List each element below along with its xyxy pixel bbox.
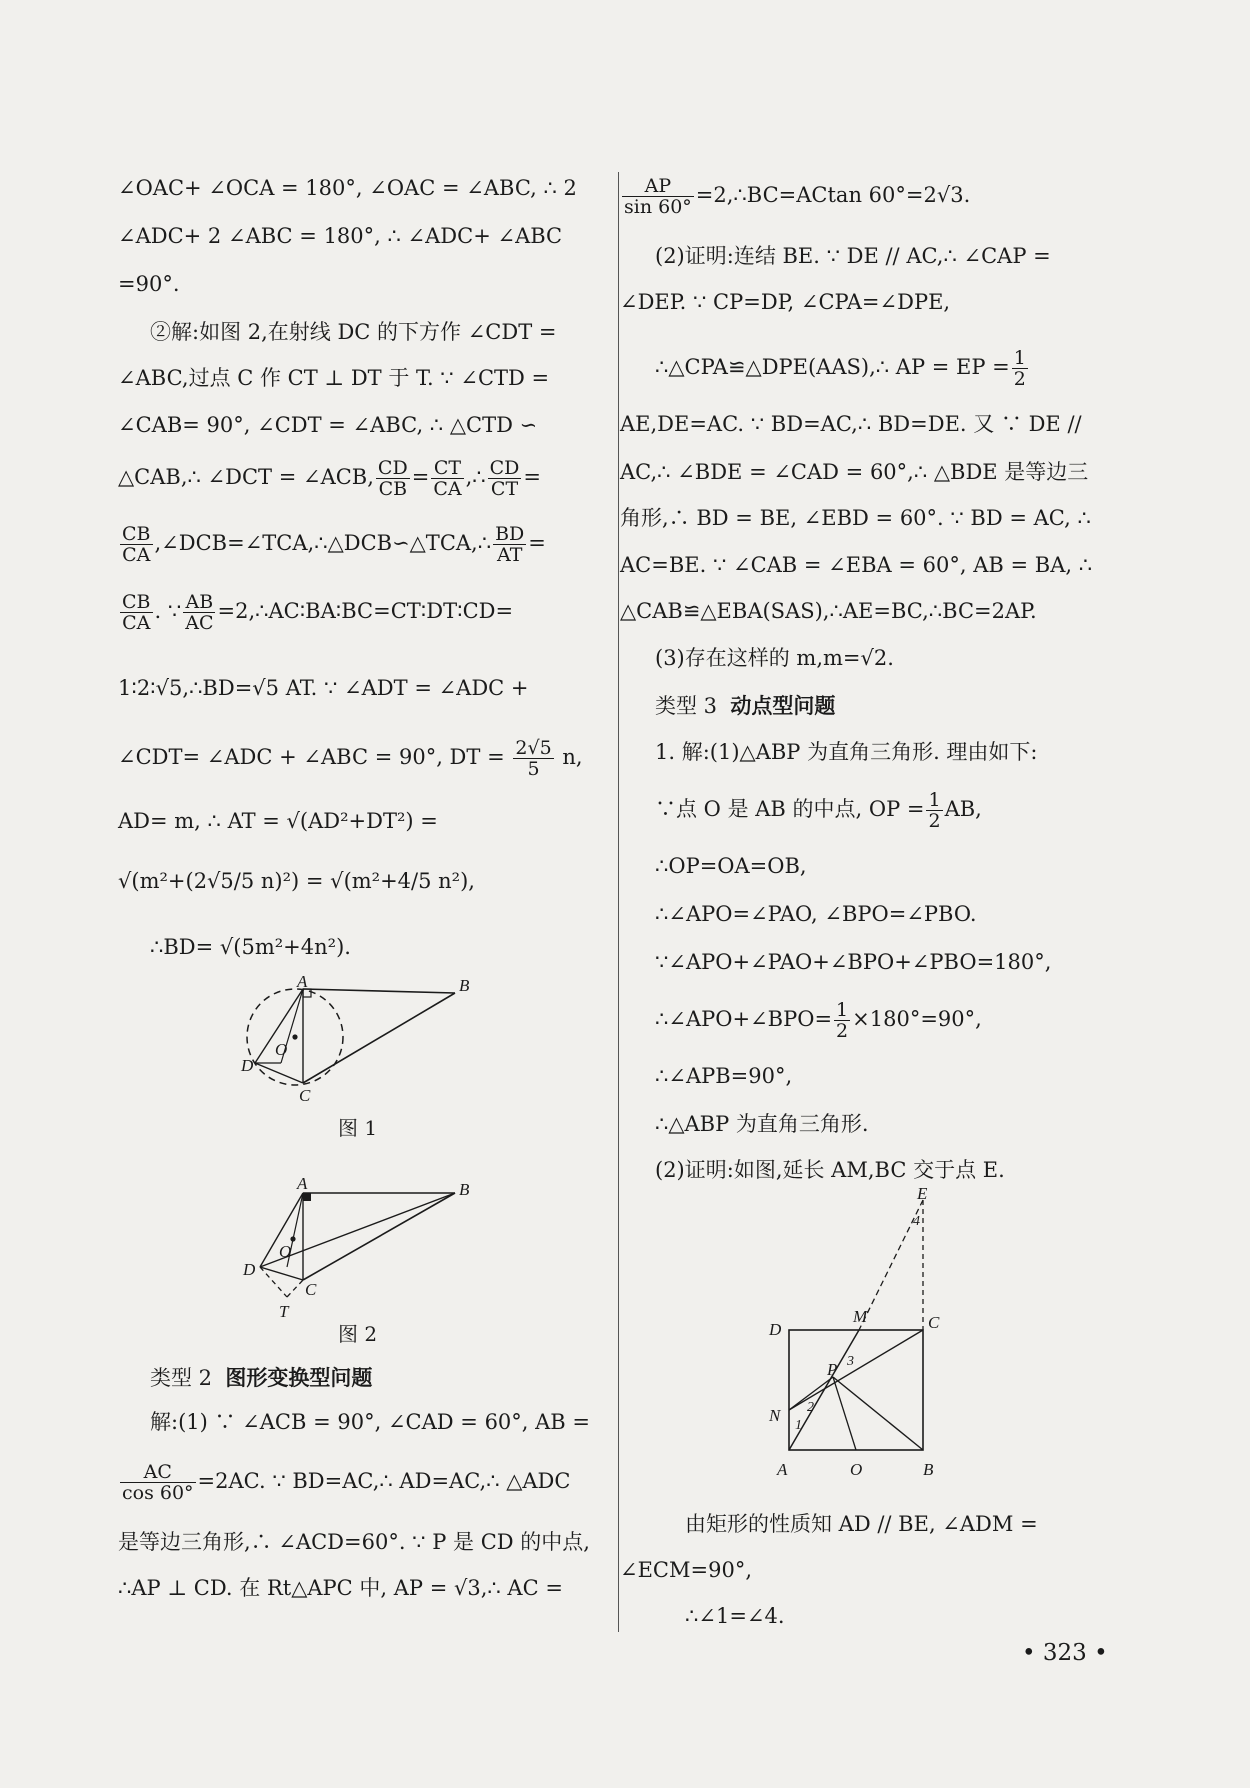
figure-2-caption: 图 2 [338, 1322, 378, 1346]
figure-1 [235, 975, 495, 1105]
text-line: ∴∠1=∠4. [685, 1604, 785, 1628]
text-line: √(m²+(2√5/5 n)²) = √(m²+4/5 n²), [118, 869, 475, 893]
text-line: ∴AP ⊥ CD. 在 Rt△APC 中, AP = √3,∴ AC = [118, 1576, 563, 1600]
fraction: $\frac{AB}{AC}$ [185, 591, 214, 634]
label-c: C [305, 1280, 317, 1299]
label-c: C [928, 1313, 940, 1332]
text-line: 1. 解:(1)△ABP 为直角三角形. 理由如下: [655, 740, 1038, 764]
text-line: ∠ECM=90°, [620, 1558, 752, 1582]
text-line: $\frac{AP}{\sin 60^\circ}$ =2,∴BC=ACtan 60°=2√3. [624, 175, 971, 218]
label-o: O [275, 1040, 288, 1059]
text-line: ∠CAB= 90°, ∠CDT = ∠ABC, ∴ △CTD ∽ [118, 413, 538, 437]
text-line: 是等边三角形,∴ ∠ACD=60°. ∵ P 是 CD 的中点, [118, 1530, 590, 1554]
label-a: A [297, 1175, 308, 1193]
text-line: △CAB≌△EBA(SAS),∴AE=BC,∴BC=2AP. [620, 599, 1037, 623]
text-line: ∵∠APO+∠PAO+∠BPO+∠PBO=180°, [655, 950, 1052, 974]
text-line: ②解:如图 2,在射线 DC 的下方作 ∠CDT = [150, 320, 557, 344]
figure-rectangle [755, 1185, 975, 1480]
label-t: T [279, 1302, 289, 1321]
fraction: $\frac{CD}{CT}$ [489, 457, 520, 500]
figure-1-caption: 图 1 [338, 1116, 378, 1140]
page-number: • 323 • [1022, 1640, 1108, 1666]
section-heading: 类型 3 动点型问题 [655, 693, 836, 718]
label-a: A [297, 975, 308, 991]
angle-1: 1 [795, 1418, 802, 1433]
text-line: △CAB,∴ ∠DCT = ∠ACB, $\frac{CD}{CB}$ = $\frac{CT}{CA}$ ,∴ $\frac{CD}{CT}$ = [118, 457, 542, 500]
figure-2 [235, 1175, 495, 1325]
angle-2: 2 [807, 1400, 814, 1415]
fraction: $\frac{CB}{CA}$ [122, 591, 151, 634]
label-p: P [827, 1360, 838, 1379]
text-line: ∠ADC+ 2 ∠ABC = 180°, ∴ ∠ADC+ ∠ABC [118, 224, 563, 248]
label-o: O [850, 1460, 863, 1479]
text-line: AC=BE. ∵ ∠CAB = ∠EBA = 60°, AB = BA, ∴ [620, 553, 1093, 577]
text-line: ∴OP=OA=OB, [655, 854, 807, 878]
text-line: ∴△ABP 为直角三角形. [655, 1112, 869, 1136]
text-line: $\frac{CB}{CA}$ ,∠DCB=∠TCA,∴△DCB∽△TCA,∴ $\frac{BD}{AT}$ = [122, 523, 546, 566]
angle-4: 4 [913, 1214, 920, 1229]
label-b: B [459, 1180, 470, 1199]
text-line: $\frac{AC}{\cos 60^\circ}$ =2AC. ∵ BD=AC,∴ AD=AC,∴ △ADC [122, 1461, 571, 1504]
text-line: ∴∠APO+∠BPO= $\frac{1}{2}$ ×180°=90°, [655, 999, 982, 1042]
fraction: $\frac{CT}{CA}$ [433, 457, 462, 500]
label-b: B [459, 976, 470, 995]
text-line: ∠OAC+ ∠OCA = 180°, ∠OAC = ∠ABC, ∴ 2 [118, 176, 577, 200]
text-line: ∠DEP. ∵ CP=DP, ∠CPA=∠DPE, [620, 290, 951, 314]
text-line: =90°. [118, 272, 180, 296]
label-d: D [769, 1320, 782, 1339]
text-line: (2)证明:如图,延长 AM,BC 交于点 E. [655, 1158, 1005, 1182]
fraction: $\frac{BD}{AT}$ [495, 523, 525, 566]
text-line: AE,DE=AC. ∵ BD=AC,∴ BD=DE. 又 ∵ DE // [620, 412, 1082, 436]
label-d: D [243, 1260, 256, 1279]
text-line: (3)存在这样的 m,m=√2. [655, 646, 894, 670]
column-divider [618, 172, 619, 1632]
text-line: 角形,∴ BD = BE, ∠EBD = 60°. ∵ BD = AC, ∴ [620, 506, 1091, 530]
text-line: ∴△CPA≌△DPE(AAS),∴ AP = EP = $\frac{1}{2}$ [655, 347, 1026, 390]
label-d: D [241, 1056, 254, 1075]
text-line: AD= m, ∴ AT = √(AD²+DT²) = [118, 809, 438, 833]
text-line: $\frac{CB}{CA}$ . ∵ $\frac{AB}{AC}$ =2,∴AC∶BA∶BC=CT∶DT∶CD= [122, 591, 514, 634]
label-o: O [279, 1242, 292, 1261]
text-line: 1∶2∶√5,∴BD=√5 AT. ∵ ∠ADT = ∠ADC + [118, 676, 529, 700]
fraction: $\frac{CD}{CB}$ [377, 457, 408, 500]
text-line: ∴∠APB=90°, [655, 1064, 793, 1088]
label-e: E [917, 1185, 928, 1203]
fraction: $\frac{1}{2}$ [1013, 347, 1026, 390]
angle-3: 3 [847, 1354, 854, 1369]
text-line: 解:(1) ∵ ∠ACB = 90°, ∠CAD = 60°, AB = [150, 1410, 591, 1434]
fraction: $\frac{1}{2}$ [836, 999, 849, 1042]
label-n: N [769, 1406, 781, 1425]
text-line: 由矩形的性质知 AD // BE, ∠ADM = [685, 1512, 1038, 1536]
text-line: ∴∠APO=∠PAO, ∠BPO=∠PBO. [655, 902, 977, 926]
fraction: $\frac{CB}{CA}$ [122, 523, 151, 566]
label-m: M [853, 1307, 868, 1326]
text-line: AC,∴ ∠BDE = ∠CAD = 60°,∴ △BDE 是等边三 [620, 460, 1089, 484]
text-line: ∵点 O 是 AB 的中点, OP = $\frac{1}{2}$ AB, [655, 789, 982, 832]
fraction: $\frac{AP}{\sin 60^\circ}$ [624, 175, 692, 218]
text-line: ∠ABC,过点 C 作 CT ⊥ DT 于 T. ∵ ∠CTD = [118, 366, 550, 390]
fraction: $\frac{AC}{\cos 60^\circ}$ [122, 1461, 194, 1504]
text-line: ∠CDT= ∠ADC + ∠ABC = 90°, DT = $\frac{2√5}{5}$ n, [118, 737, 583, 780]
label-a: A [777, 1460, 788, 1479]
text-line: (2)证明:连结 BE. ∵ DE // AC,∴ ∠CAP = [655, 244, 1051, 268]
label-b: B [923, 1460, 934, 1479]
section-heading: 类型 2 图形变换型问题 [150, 1365, 373, 1390]
fraction: $\frac{2√5}{5}$ [515, 737, 552, 780]
text-line: ∴BD= √(5m²+4n²). [150, 935, 351, 959]
fraction: $\frac{1}{2}$ [928, 789, 941, 832]
label-c: C [299, 1086, 311, 1105]
